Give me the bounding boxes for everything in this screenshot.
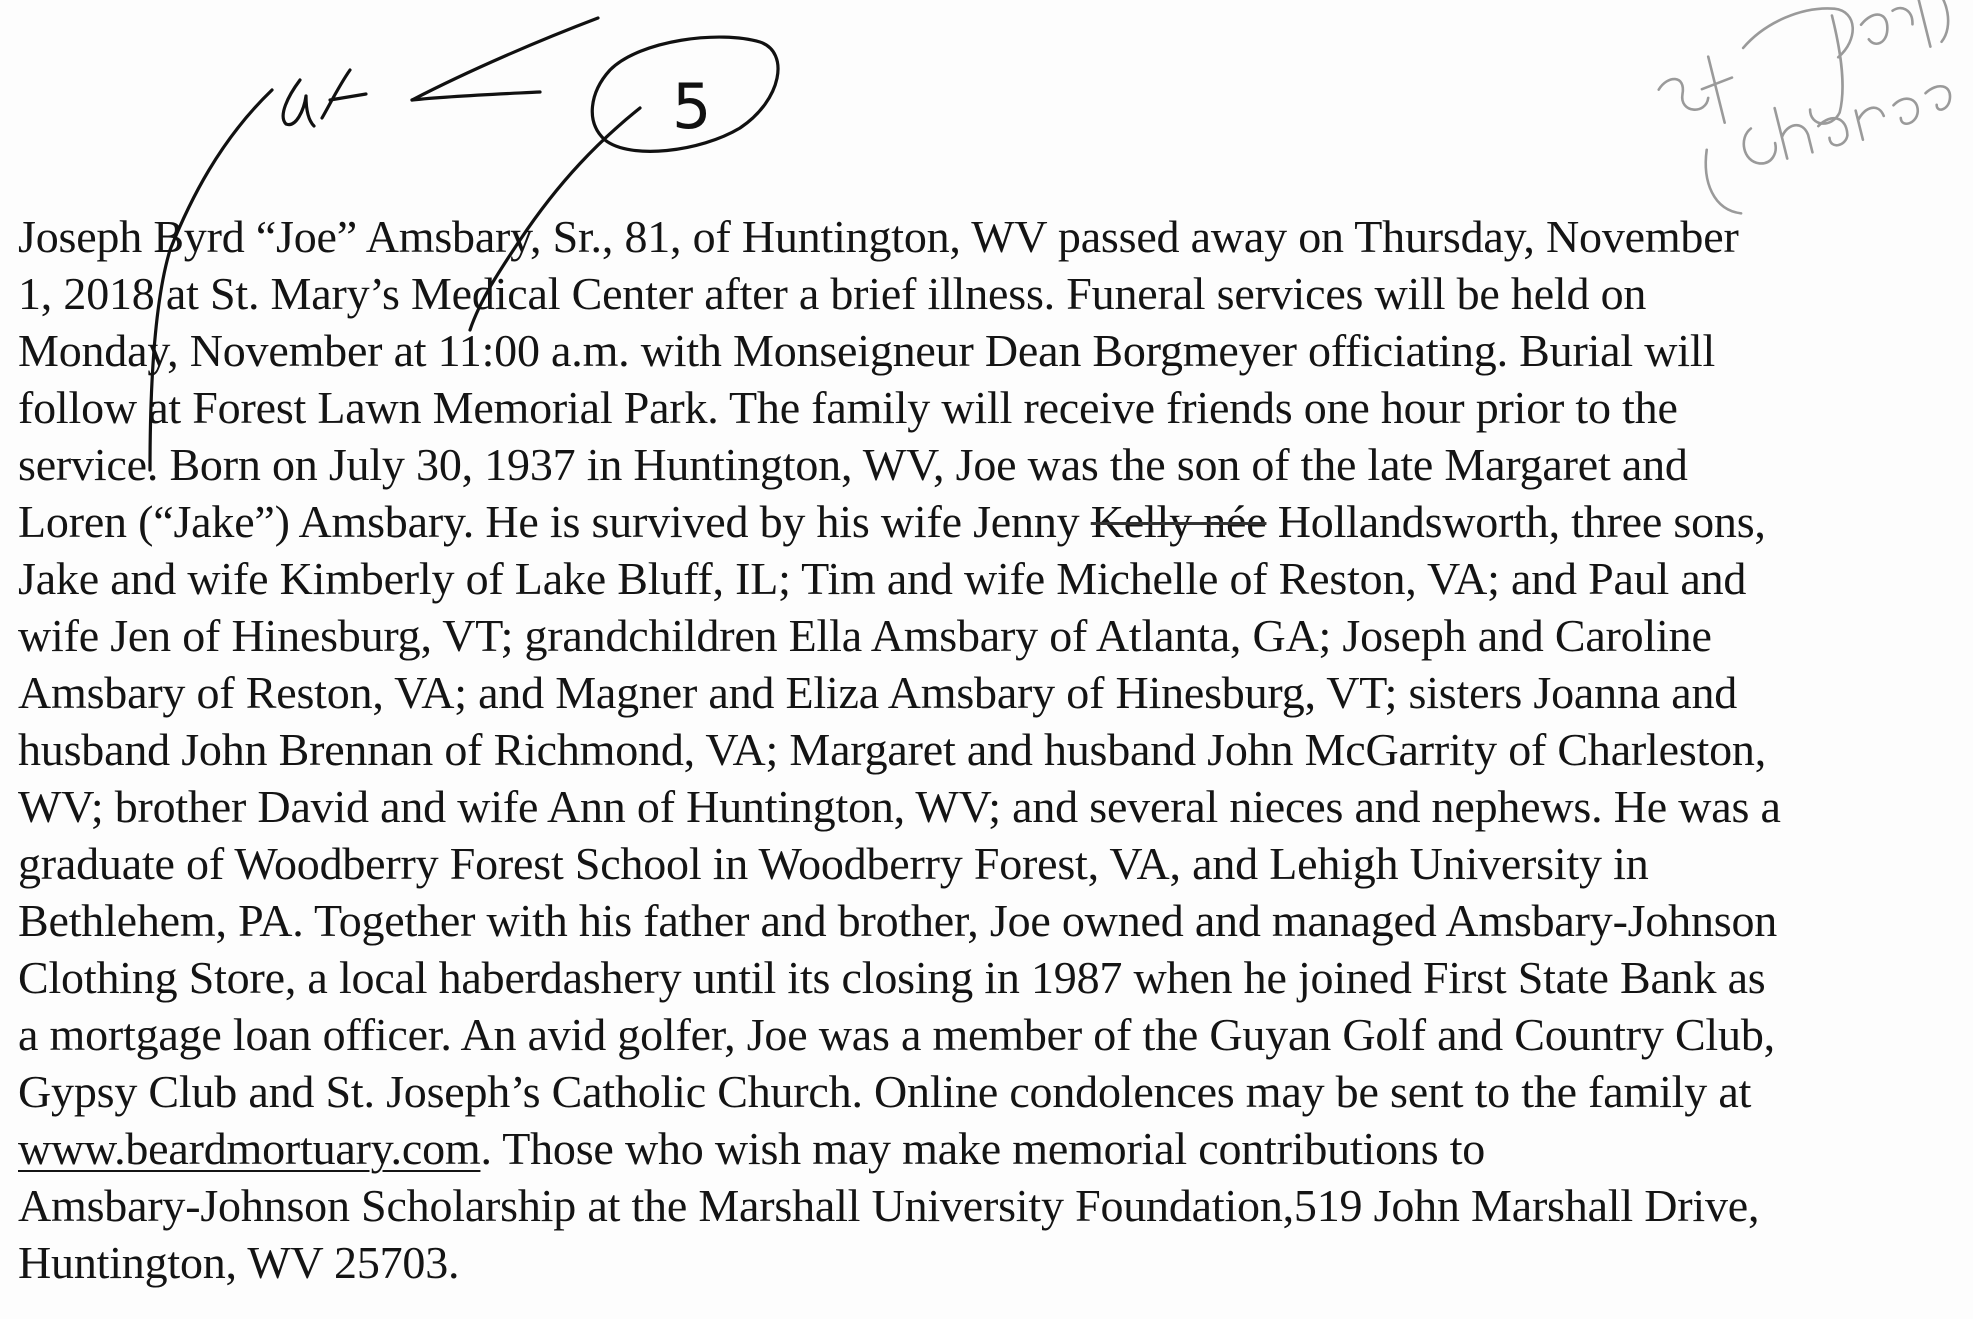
text-line: Jake and wife Kimberly of Lake Bluff, IL; Tim and wife Michelle of Reston, VA; and Paul and xyxy=(18,553,1747,604)
handwritten-at xyxy=(283,70,366,126)
text-segment: Hollandsworth, three sons, xyxy=(1266,496,1766,547)
text-line: Monday, November at 11:00 a.m. with Monseigneur Dean Borgmeyer officiating. Burial will xyxy=(18,325,1716,376)
pencil-stroke xyxy=(1737,66,1956,168)
text-line: Amsbary of Reston, VA; and Magner and Eliza Amsbary of Hinesburg, VT; sisters Joanna and xyxy=(18,667,1738,718)
struck-text: Kelly née xyxy=(1090,496,1267,547)
ink-circle xyxy=(592,37,778,151)
mortuary-link[interactable]: www.beardmortuary.com xyxy=(18,1123,481,1174)
text-line: follow at Forest Lawn Memorial Park. The family will receive friends one hour prior to the xyxy=(18,382,1678,433)
text-line: wife Jen of Hinesburg, VT; grandchildren Ella Amsbary of Atlanta, GA; Joseph and Caroline xyxy=(18,610,1712,661)
pencil-stroke xyxy=(1657,72,1710,118)
text-line: a mortgage loan officer. An avid golfer, Joe was a member of the Guyan Golf and Country Club, xyxy=(18,1009,1775,1060)
obituary-text xyxy=(18,208,1968,1291)
text-line: Huntington, WV 25703. xyxy=(18,1237,460,1288)
text-segment: Loren (“Jake”) Amsbary. He is survived by his wife Jenny xyxy=(18,496,1091,547)
text-segment: . Those who wish may make memorial contributions to xyxy=(480,1123,1486,1174)
text-line: husband John Brennan of Richmond, VA; Margaret and husband John McGarrity of Charleston, xyxy=(18,724,1767,775)
text-line: Joseph Byrd “Joe” Amsbary, Sr., 81, of Huntington, WV passed away on Thursday, November xyxy=(18,211,1739,262)
text-line: graduate of Woodberry Forest School in Woodberry Forest, VA, and Lehigh University in xyxy=(18,838,1649,889)
text-line: Clothing Store, a local haberdashery until its closing in 1987 when he joined First State Bank as xyxy=(18,952,1766,1003)
text-line: Amsbary-Johnson Scholarship at the Marshall University Foundation,519 John Marshall Drive, xyxy=(18,1180,1760,1231)
text-line xyxy=(18,493,1968,550)
text-line: service. Born on July 30, 1937 in Huntington, WV, Joe was the son of the late Margaret and xyxy=(18,439,1688,490)
pencil-stroke xyxy=(1695,52,1743,126)
circled-number: 5 xyxy=(672,70,712,143)
text-line: Bethlehem, PA. Together with his father and brother, Joe owned and managed Amsbary-Johnson xyxy=(18,895,1778,946)
ink-arrow-line xyxy=(412,18,598,100)
text-line: Gypsy Club and St. Joseph’s Catholic Church. Online condolences may be sent to the family at xyxy=(18,1066,1752,1117)
text-line xyxy=(18,1120,1968,1177)
pencil-stroke xyxy=(1738,1,1874,139)
text-line: WV; brother David and wife Ann of Huntington, WV; and several nieces and nephews. He was a xyxy=(18,781,1781,832)
ink-arrow-head xyxy=(412,92,540,100)
pencil-note xyxy=(1649,0,1973,225)
text-line: 1, 2018 at St. Mary’s Medical Center after a brief illness. Funeral services will be held on xyxy=(18,268,1647,319)
pencil-stroke xyxy=(1856,0,1954,62)
